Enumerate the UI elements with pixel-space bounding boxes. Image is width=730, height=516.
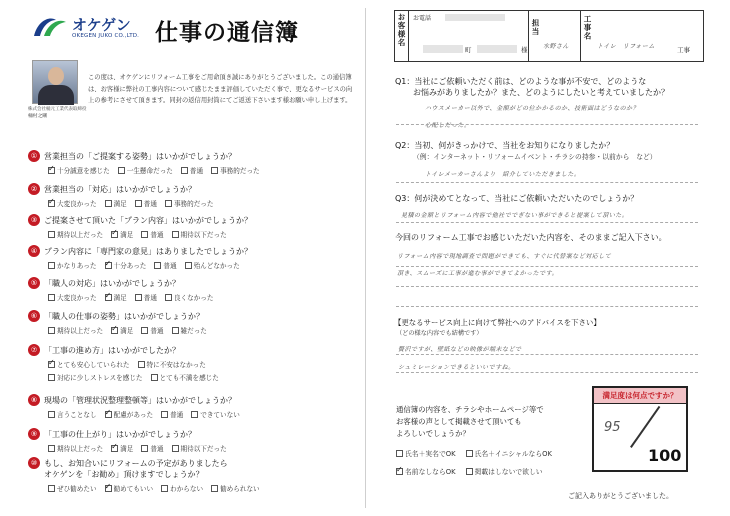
question-title bbox=[28, 183, 358, 195]
option-label: 事務的だった bbox=[220, 167, 260, 175]
question-9 bbox=[28, 428, 358, 453]
brand-name: オケゲン bbox=[72, 16, 131, 34]
publish-option-1-2[interactable] bbox=[466, 448, 552, 458]
checkbox[interactable] bbox=[48, 294, 55, 301]
option-label: 満足 bbox=[113, 294, 127, 302]
q2-option-3[interactable] bbox=[135, 198, 157, 208]
q7-option-2[interactable] bbox=[138, 359, 206, 369]
checkbox[interactable] bbox=[48, 262, 55, 269]
q8-option-1[interactable] bbox=[48, 409, 97, 419]
option-label: 期待以下だった bbox=[180, 231, 227, 239]
score-slash bbox=[630, 406, 660, 448]
q1-title: Q1：当社にご依頼いただく前は、どのような事が不安で、どのような bbox=[395, 77, 647, 86]
checkbox[interactable] bbox=[48, 411, 55, 418]
q1-option-4[interactable] bbox=[211, 165, 260, 175]
option-row bbox=[48, 359, 358, 369]
option-label: 勧められない bbox=[220, 485, 260, 493]
option-label: とても不満を感じた bbox=[159, 374, 219, 382]
question-number-badge: ⑤ bbox=[28, 277, 40, 289]
advice-title: 【更なるサービス向上に向けて弊社へのアドバイスを下さい】 bbox=[394, 318, 601, 327]
question-text: 営業担当の「ご提案する姿勢」はいかがでしょうか？ bbox=[44, 151, 236, 161]
question-title bbox=[28, 214, 358, 226]
option-row bbox=[48, 409, 358, 419]
option-row bbox=[48, 443, 358, 453]
publish-question bbox=[396, 404, 586, 440]
q3-option-1[interactable] bbox=[48, 229, 103, 239]
option-row bbox=[48, 260, 358, 270]
question-text: 「職人の仕事の姿勢」はいかがでしょうか？ bbox=[44, 311, 204, 321]
publish-question-2: お客様の声として掲載させて頂いても bbox=[396, 417, 522, 426]
q1-option-3[interactable] bbox=[181, 165, 203, 175]
option-label: 満足 bbox=[120, 445, 134, 453]
question-number-badge: ② bbox=[28, 183, 40, 195]
checked-checkbox[interactable] bbox=[48, 167, 55, 174]
q2-example: （例：インターネット・リフォームイベント・チラシの持参・以前から など） bbox=[413, 153, 657, 161]
option-label: 対応に少しストレスを感じた bbox=[57, 374, 143, 382]
q2-option-4[interactable] bbox=[165, 198, 214, 208]
checkbox[interactable] bbox=[181, 167, 188, 174]
option-label: 期待以上だった bbox=[57, 231, 104, 239]
option-label: ぜひ勧めたい bbox=[57, 485, 97, 493]
option-label: わからない bbox=[170, 485, 204, 493]
impression-block bbox=[395, 232, 700, 277]
page-title: 仕事の通信簿 bbox=[155, 20, 299, 46]
option-label: 期待以上だった bbox=[57, 327, 104, 335]
question-7 bbox=[28, 344, 358, 382]
option-label: 特に不安はなかった bbox=[146, 361, 206, 369]
question-number-badge: ① bbox=[28, 150, 40, 162]
koji-value: トイレ リフォーム bbox=[597, 43, 655, 50]
question-title bbox=[28, 457, 358, 469]
question-5 bbox=[28, 277, 358, 302]
option-label: 掲載はしないで欲しい bbox=[474, 468, 543, 476]
q10-option-3[interactable] bbox=[161, 483, 203, 493]
satisfaction-box bbox=[592, 386, 688, 472]
option-label: 大変良かった bbox=[57, 200, 97, 208]
option-label: 期待以上だった bbox=[57, 445, 104, 453]
okegen-logo-icon bbox=[30, 14, 70, 40]
option-label: 普通 bbox=[150, 445, 164, 453]
question-text: 現場の「管理状況整理整頓等」はいかがでしょうか？ bbox=[44, 395, 236, 405]
question-3 bbox=[28, 214, 358, 239]
q8-option-4[interactable] bbox=[191, 409, 240, 419]
advice-answer-1: 贅沢ですが、壁紙などの映像が端末などで bbox=[398, 346, 522, 353]
question-1 bbox=[28, 150, 358, 175]
option-row bbox=[48, 165, 358, 175]
satisfaction-max: 100 bbox=[648, 446, 682, 465]
checkbox[interactable] bbox=[466, 468, 473, 475]
publish-option-2-1[interactable] bbox=[396, 466, 456, 476]
option-label: 殆んどなかった bbox=[193, 262, 240, 270]
option-label: 事務的だった bbox=[173, 200, 214, 208]
option-row bbox=[48, 292, 358, 302]
checkbox[interactable] bbox=[48, 485, 55, 492]
checked-checkbox[interactable] bbox=[105, 294, 112, 301]
checked-checkbox[interactable] bbox=[111, 445, 118, 452]
q3-answer-1: 見積の金額とリフォーム内容で他社ででぎない事ができると提案して頂いた。 bbox=[401, 212, 629, 219]
option-label: 期待以下だった bbox=[180, 445, 227, 453]
checkbox[interactable] bbox=[135, 294, 142, 301]
question-number-badge: ⑨ bbox=[28, 428, 40, 440]
option-label: 一生懸命だった bbox=[126, 167, 173, 175]
question-4 bbox=[28, 245, 358, 270]
checkbox[interactable] bbox=[165, 200, 172, 207]
question-text: ご提案させて頂いた「プラン内容」はいかがでしょうか？ bbox=[44, 215, 252, 225]
option-label: 配慮があった bbox=[113, 411, 154, 419]
customer-info-table bbox=[394, 10, 704, 62]
q4-option-4[interactable] bbox=[185, 260, 240, 270]
option-label: 普通 bbox=[170, 411, 184, 419]
option-label: 十分誠意を感じた bbox=[57, 167, 110, 175]
question-text: もし、お知合いにリフォームの予定がありましたら bbox=[44, 458, 228, 468]
question-text: 「工事の進め方」はいかがでしたか？ bbox=[44, 345, 180, 355]
q5-option-4[interactable] bbox=[165, 292, 214, 302]
koji-label: 工事名 bbox=[583, 15, 592, 41]
checkbox[interactable] bbox=[172, 231, 179, 238]
checked-checkbox[interactable] bbox=[105, 411, 112, 418]
advice-answer-2: シュミレーションできるといいですね。 bbox=[398, 364, 515, 371]
checked-checkbox[interactable] bbox=[105, 485, 112, 492]
question-title bbox=[28, 150, 358, 162]
q9-option-1[interactable] bbox=[48, 443, 103, 453]
tanto-value: 水野さん bbox=[543, 43, 570, 50]
question-6 bbox=[28, 310, 358, 335]
checkbox[interactable] bbox=[211, 485, 218, 492]
publish-options-row-1 bbox=[396, 448, 586, 458]
q9-option-2[interactable] bbox=[111, 443, 133, 453]
q6-option-2[interactable] bbox=[111, 325, 133, 335]
redacted-name bbox=[477, 45, 517, 53]
checkbox[interactable] bbox=[466, 450, 473, 457]
q3-option-3[interactable] bbox=[141, 229, 163, 239]
option-row bbox=[48, 198, 358, 208]
checked-checkbox[interactable] bbox=[48, 361, 55, 368]
option-label: 満足 bbox=[120, 327, 134, 335]
question-number-badge: ④ bbox=[28, 245, 40, 257]
question-title bbox=[28, 310, 358, 322]
checkbox[interactable] bbox=[135, 200, 142, 207]
checked-checkbox[interactable] bbox=[111, 327, 118, 334]
question-title bbox=[28, 344, 358, 356]
checkbox[interactable] bbox=[191, 411, 198, 418]
option-label: 勧めてもいい bbox=[113, 485, 154, 493]
option-label: 普通 bbox=[163, 262, 177, 270]
option-row bbox=[48, 483, 358, 493]
q7-option-1[interactable] bbox=[48, 359, 130, 369]
checkbox[interactable] bbox=[48, 231, 55, 238]
impression-answer-2: 頂き、スムーズに工事が進む事ができてよかったです。 bbox=[397, 270, 559, 277]
q3-option-4[interactable] bbox=[172, 229, 227, 239]
q5-option-3[interactable] bbox=[135, 292, 157, 302]
q2-block bbox=[395, 140, 700, 178]
checkbox[interactable] bbox=[118, 167, 125, 174]
question-8 bbox=[28, 394, 358, 419]
q1-option-1[interactable] bbox=[48, 165, 110, 175]
president-name: 桶村之剛 bbox=[28, 114, 48, 119]
tanto-label: 担当 bbox=[531, 19, 540, 36]
q3-option-2[interactable] bbox=[111, 229, 133, 239]
option-label: 良くなかった bbox=[173, 294, 214, 302]
question-text: 「職人の対応」はいかがでしょうか？ bbox=[44, 278, 180, 288]
q2-title: Q2：当初、何がきっかけで、当社をお知りになりましたか？ bbox=[395, 141, 615, 150]
q8-option-3[interactable] bbox=[161, 409, 183, 419]
option-label: 名前なしならOK bbox=[405, 468, 456, 476]
option-row-2 bbox=[48, 372, 358, 382]
redacted-address bbox=[423, 45, 463, 53]
customer-name-label: お客様名 bbox=[395, 11, 409, 61]
question-10 bbox=[28, 457, 358, 493]
checkbox[interactable] bbox=[141, 231, 148, 238]
option-label: かなりあった bbox=[57, 262, 97, 270]
question-number-badge: ⑧ bbox=[28, 394, 40, 406]
q2-answer-1: トイレメーカーさんより 紹介していただきました。 bbox=[425, 171, 581, 178]
option-label: 普通 bbox=[143, 200, 157, 208]
option-label: 普通 bbox=[143, 294, 157, 302]
publish-option-1-1[interactable] bbox=[396, 448, 456, 458]
checkbox[interactable] bbox=[161, 411, 168, 418]
publish-option-2-2[interactable] bbox=[466, 466, 543, 476]
q6-option-4[interactable] bbox=[172, 325, 207, 335]
impression-title: 今回のリフォーム工事でお感じいただいた内容を、そのままご記入下さい。 bbox=[395, 233, 667, 242]
question-text: プラン内容に「専門家の意見」はありましたでしょうか？ bbox=[44, 246, 252, 256]
question-text: 営業担当の「対応」はいかがでしょうか？ bbox=[44, 184, 196, 194]
q1-answer-2: 心配しだった。 bbox=[425, 122, 471, 129]
q3-block bbox=[395, 193, 700, 219]
question-title bbox=[28, 277, 358, 289]
checkbox[interactable] bbox=[48, 445, 55, 452]
checkbox[interactable] bbox=[151, 374, 158, 381]
q10-option-2[interactable] bbox=[105, 483, 154, 493]
option-label: 十分あった bbox=[113, 262, 147, 270]
checkbox[interactable] bbox=[185, 262, 192, 269]
checked-checkbox[interactable] bbox=[111, 231, 118, 238]
checkbox[interactable] bbox=[172, 327, 179, 334]
q8-option-2[interactable] bbox=[105, 409, 154, 419]
q10-option-4[interactable] bbox=[211, 483, 260, 493]
impression-answer-1: リフォーム内容で現地調査で問題ができても、すぐに代替案など対応して bbox=[397, 253, 612, 260]
q10-option-1[interactable] bbox=[48, 483, 97, 493]
question-number-badge: ⑥ bbox=[28, 310, 40, 322]
q6-option-3[interactable] bbox=[141, 325, 163, 335]
q2-option-1[interactable] bbox=[48, 198, 97, 208]
checkbox[interactable] bbox=[154, 262, 161, 269]
advice-subtitle: （どの様な内容でも結構です） bbox=[396, 330, 483, 337]
checkbox[interactable] bbox=[165, 294, 172, 301]
satisfaction-title: 満足度は何点ですか？ bbox=[594, 388, 686, 404]
option-label: 氏名＋実名でOK bbox=[405, 450, 456, 458]
option-row bbox=[48, 325, 358, 335]
question-text: 「工事の仕上がり」はいかがでしょうか？ bbox=[44, 429, 196, 439]
question-number-badge: ⑦ bbox=[28, 344, 40, 356]
checked-checkbox[interactable] bbox=[396, 468, 403, 475]
option-row bbox=[48, 229, 358, 239]
question-number-badge: ③ bbox=[28, 214, 40, 226]
redacted-phone bbox=[445, 14, 505, 21]
q5-option-1[interactable] bbox=[48, 292, 97, 302]
option-label: とても安心していられた bbox=[57, 361, 130, 369]
option-label: 雑だった bbox=[180, 327, 207, 335]
q5-option-2[interactable] bbox=[105, 292, 127, 302]
president-photo bbox=[32, 60, 78, 104]
brand-subtitle: OKEGEN JUKO CO.,LTD. bbox=[72, 33, 140, 39]
option-label: 普通 bbox=[189, 167, 204, 175]
option-label: 普通 bbox=[150, 327, 164, 335]
phone-label: お電話 bbox=[413, 15, 432, 22]
q6-option-1[interactable] bbox=[48, 325, 103, 335]
q4-option-1[interactable] bbox=[48, 260, 97, 270]
checkbox[interactable] bbox=[161, 485, 168, 492]
q7-option-b-2[interactable] bbox=[151, 372, 219, 382]
intro-text: この度は、オケゲンにリフォーム工事をご用命頂き誠にありがとうございました。この通信簿は、お客様に弊社の工事内容について感じたまま評価していただく事で、更なるサービスの向上の参考にさせて頂きます。同封の返信用封筒にてご返送下さいます様お願い申し上げます。 bbox=[88, 74, 353, 104]
question-number-badge: ⑩ bbox=[28, 457, 40, 469]
checked-checkbox[interactable] bbox=[105, 262, 112, 269]
option-label: 普通 bbox=[150, 231, 164, 239]
checkbox[interactable] bbox=[138, 361, 145, 368]
q1-option-2[interactable] bbox=[118, 165, 173, 175]
option-label: 満足 bbox=[113, 200, 127, 208]
checkbox[interactable] bbox=[396, 450, 403, 457]
question-title bbox=[28, 428, 358, 440]
q2-option-2[interactable] bbox=[105, 198, 127, 208]
president-title: 株式会社桶元工業代表取締役 bbox=[28, 107, 87, 112]
option-label: 氏名＋イニシャルならOK bbox=[474, 450, 552, 458]
checkbox[interactable] bbox=[141, 327, 148, 334]
checkbox[interactable] bbox=[105, 200, 112, 207]
question-title bbox=[28, 394, 358, 406]
publish-question-1: 通信簿の内容を、チラシやホームページ等で bbox=[396, 405, 544, 414]
option-label: 言うことなし bbox=[57, 411, 97, 419]
town-suffix: 町 bbox=[465, 46, 472, 54]
option-label: 大変良かった bbox=[57, 294, 97, 302]
question-2 bbox=[28, 183, 358, 208]
checkbox[interactable] bbox=[141, 445, 148, 452]
publish-question-3: よろしいでしょうか？ bbox=[396, 429, 470, 438]
checkbox[interactable] bbox=[48, 327, 55, 334]
page-divider bbox=[365, 8, 366, 508]
thanks-text: ご記入ありがとうございました。 bbox=[568, 492, 673, 500]
koji-suffix: 工事 bbox=[677, 46, 690, 54]
checked-checkbox[interactable] bbox=[48, 200, 55, 207]
q3-title: Q3：何が決めてとなって、当社にご依頼いただいたのでしょうか？ bbox=[395, 194, 639, 203]
sama-suffix: 様 bbox=[521, 46, 528, 54]
option-label: 満足 bbox=[120, 231, 134, 239]
checkbox[interactable] bbox=[172, 445, 179, 452]
option-label: できていない bbox=[200, 411, 240, 419]
checkbox[interactable] bbox=[48, 374, 55, 381]
q7-option-b-1[interactable] bbox=[48, 372, 143, 382]
q9-option-3[interactable] bbox=[141, 443, 163, 453]
question-title bbox=[28, 245, 358, 257]
q4-option-3[interactable] bbox=[154, 260, 176, 270]
checkbox[interactable] bbox=[211, 167, 218, 174]
publish-options-row-2 bbox=[396, 466, 586, 476]
q1-answer-1: ハウスメーカー以外で、金額がどの位かかるのか、技術面はどうなのか？ bbox=[425, 105, 640, 112]
q4-option-2[interactable] bbox=[105, 260, 147, 270]
q9-option-4[interactable] bbox=[172, 443, 227, 453]
satisfaction-score: 95 bbox=[604, 420, 621, 435]
q1-block bbox=[395, 76, 700, 129]
question-text-2: オケゲンを「お勧め」頂けますでしょうか？ bbox=[44, 470, 204, 479]
q1-title-2: お悩みがありましたか？また、どのようにしたいと考えていましたか？ bbox=[413, 88, 669, 97]
